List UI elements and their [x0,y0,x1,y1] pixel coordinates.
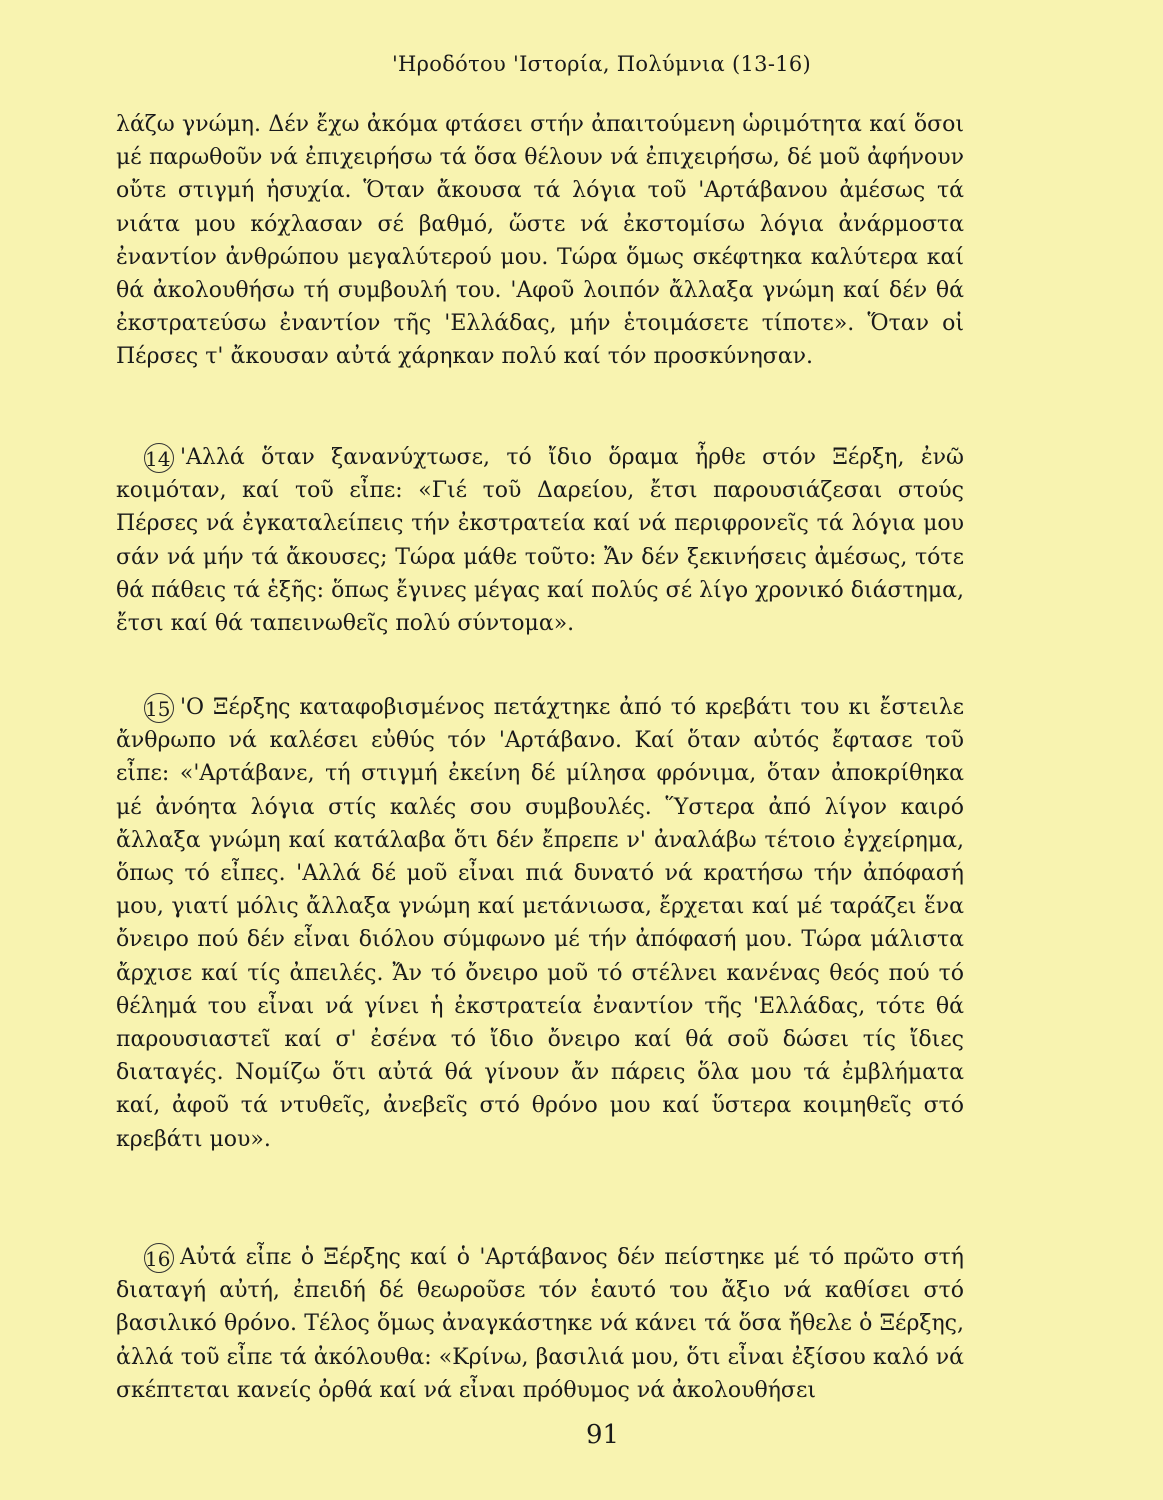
paragraph-text: λάζω γνώμη. Δέν ἔχω ἀκόμα φτάσει στήν ἀπαιτούμενη ὡριμότητα καί ὅσοι μέ παρωθοῦν νά ἐπιχειρήσω τά ὅσα θέλουν νά ἐπιχειρήσω, δέ μοῦ ἀφήνουν οὔτε στιγμή ἡσυχία. Ὅταν ἄκουσα τά λόγια τοῦ 'Αρτάβανου ἀμέσως τά νιάτα μου κόχλασαν σέ βαθμό, ὥστε νά ἐκστομίσω λόγια ἀνάρμοστα ἐναντίον ἀνθρώπου μεγαλύτερού μου. Τώρα ὅμως σκέφτηκα καλύτερα καί θά ἀκολουθήσω τή συμβουλή του. 'Αφοῦ λοιπόν ἄλλαξα γνώμη καί δέν θά ἐκστρατεύσω ἐναντίον τῆς 'Ελλάδας, μήν ἑτοιμάσετε τίποτε». Ὅταν οἱ Πέρσες τ' ἄκουσαν αὐτά χάρηκαν πολύ καί τόν προσκύνησαν. [116,112,964,370]
section-number-circle: 16 [144,1243,174,1273]
paragraph-continued [116,108,964,374]
paragraph-text: 'Ο Ξέρξης καταφοβισμένος πετάχτηκε ἀπό τό κρεβάτι του κι ἔστειλε ἄνθρωπο νά καλέσει εὐθύς τόν 'Αρτάβανο. Καί ὅταν αὐτός ἔφτασε τοῦ εἶπε: «'Αρτάβανε, τή στιγμή ἐκείνη δέ μίλησα φρόνιμα, ὅταν ἀποκρίθηκα μέ ἀνόητα λόγια στίς καλές σου συμβουλές. Ὕστερα ἀπό λίγον καιρό ἄλλαξα γνώμη καί κατάλαβα ὅτι δέν ἔπρεπε ν' ἀναλάβω τέτοιο ἐγχείρημα, ὅπως τό εἶπες. 'Αλλά δέ μοῦ εἶναι πιά δυνατό νά κρατήσω τήν ἀπόφασή μου, γιατί μόλις ἄλλαξα γνώμη καί μετάνιωσα, ἔρχεται καί μέ ταράζει ἕνα ὄνειρο πού δέν εἶναι διόλου σύμφωνο μέ τήν ἀπόφασή μου. Τώρα μάλιστα ἄρχισε καί τίς ἀπειλές. Ἄν τό ὄνειρο μοῦ τό στέλνει κανένας θεός πού τό θέλημά του εἶναι νά γίνει ἡ ἐκστρατεία ἐναντίον τῆς 'Ελλάδας, τότε θά παρουσιαστεῖ καί σ' ἐσένα τό ἴδιο ὄνειρο καί θά σοῦ δώσει τίς ἴδιες διαταγές. Νομίζω ὅτι αὐτά θά γίνουν ἄν πάρεις ὅλα μου τά ἐμβλήματα καί, ἀφοῦ τά ντυθεῖς, ἀνεβεῖς στό θρόνο μου καί ὕστερα κοιμηθεῖς στό κρεβάτι μου». [116,695,964,1152]
paragraph-14 [116,441,964,640]
paragraph-text: 'Αλλά ὅταν ξανανύχτωσε, τό ἴδιο ὅραμα ἦρθε στόν Ξέρξη, ἐνῶ κοιμόταν, καί τοῦ εἶπε: «Γιέ τοῦ Δαρείου, ἔτσι παρουσιάζεσαι στούς Πέρσες νά ἐγκαταλείπεις τήν ἐκστρατεία καί νά περιφρονεῖς τά λόγια μου σάν νά μήν τά ἄκουσες; Τώρα μάθε τοῦτο: Ἄν δέν ξεκινήσεις ἀμέσως, τότε θά πάθεις τά ἑξῆς: ὅπως ἔγινες μέγας καί πολύς σέ λίγο χρονικό διάστημα, ἔτσι καί θά ταπεινωθεῖς πολύ σύντομα». [116,445,964,637]
section-number-circle: 15 [144,693,174,723]
running-header: 'Ηροδότου 'Ιστορία, Πολύμνια (13-16) [391,52,812,76]
section-number-circle: 14 [144,443,174,473]
paragraph-15 [116,691,964,1156]
page-number: 91 [585,1420,620,1450]
paragraph-text: Αὐτά εἶπε ὁ Ξέρξης καί ὁ 'Αρτάβανος δέν πείστηκε μέ τό πρῶτο στή διαταγή αὐτή, ἐπειδή δέ θεωροῦσε τόν ἑαυτό του ἄξιο νά καθίσει στό βασιλικό θρόνο. Τέλος ὅμως ἀναγκάστηκε νά κάνει τά ὅσα ἤθελε ὁ Ξέρξης, ἀλλά τοῦ εἶπε τά ἀκόλουθα: «Κρίνω, βασιλιά μου, ὅτι εἶναι ἐξίσου καλό νά σκέπτεται κανείς ὀρθά καί νά εἶναι πρόθυμος νά ἀκολουθήσει [116,1245,964,1403]
paragraph-16 [116,1241,964,1407]
